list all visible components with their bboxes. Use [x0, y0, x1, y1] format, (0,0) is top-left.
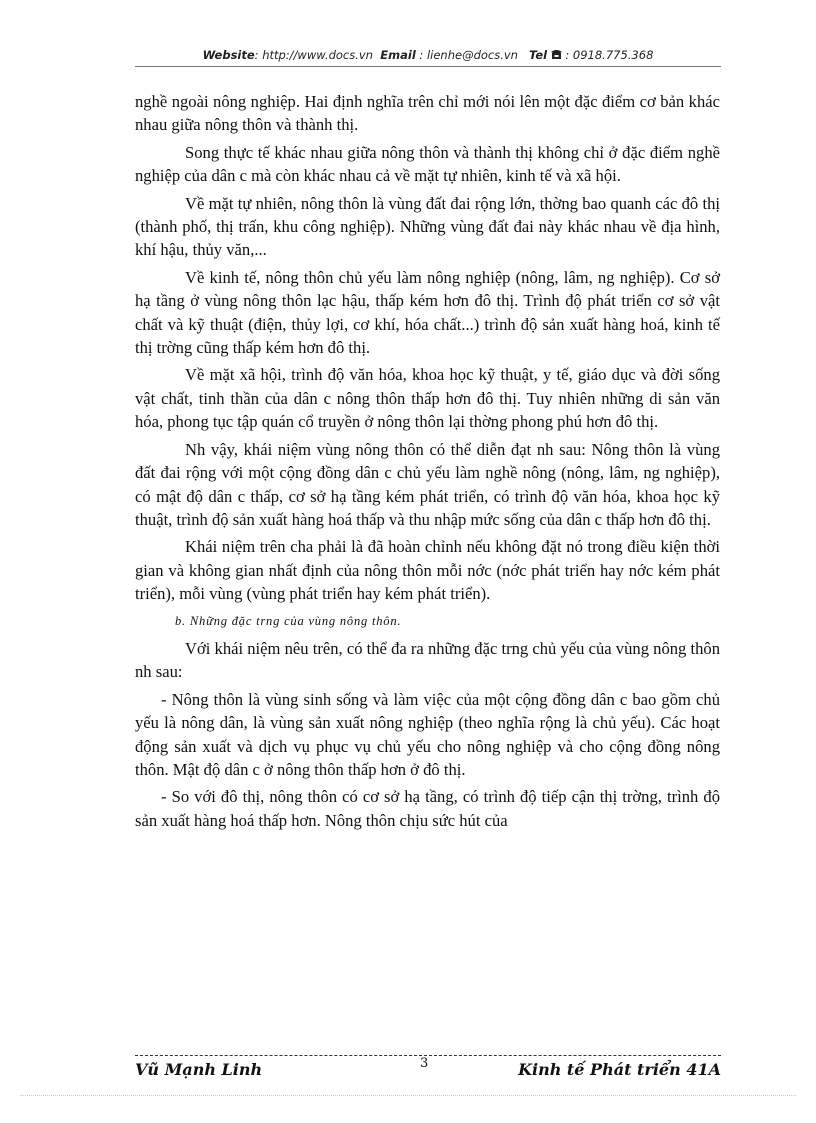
website-label: Website [202, 48, 255, 62]
header-rule [135, 66, 721, 67]
email-value[interactable]: : lienhe@docs.vn [419, 48, 518, 62]
email-label: Email [380, 48, 416, 62]
paragraph: nghề ngoài nông nghiệp. Hai định nghĩa trên chỉ mới nói lên một đặc điểm cơ bản khác nhau giữa nông thôn và thành thị. [135, 92, 720, 135]
paragraph: Với khái niệm nêu trên, có thể đa ra những đặc trng chủ yếu của vùng nông thôn nh sau: [135, 638, 720, 682]
paragraph: Về kinh tế, nông thôn chủ yếu làm nông nghiệp (nông, lâm, ng nghiệp). Cơ sở hạ tầng ở vùng nông thôn lạc hậu, thấp kém hơn đô thị. Trình độ phát triển cơ sở vật chất và kỹ thuật (điện, thủy lợi, cơ khí, hóa chất...) trình độ sản xuất hàng hoá, kinh tế thị trờng cũng thấp kém hơn đô thị. [135, 267, 720, 358]
document-body [135, 90, 720, 836]
website-value[interactable]: : http://www.docs.vn [254, 48, 373, 62]
paragraph: Về mặt tự nhiên, nông thôn là vùng đất đai rộng lớn, thờng bao quanh các đô thị (thành phố, thị trấn, khu công nghiệp). Những vùng đất đai này khác nhau về địa hình, khí hậu, thủy văn,... [135, 193, 720, 260]
section-subheading: b. Những đặc trng của vùng nông thôn. [175, 613, 402, 628]
paragraph: Nh vậy, khái niệm vùng nông thôn có thể diễn đạt nh sau: Nông thôn là vùng đất đai rộng với một cộng đồng dân c chủ yếu làm nghề nông (nông, lâm, ng nghiệp), có mật độ dân c thấp, cơ sở hạ tầng kém phát triển, có trình độ văn hóa, khoa học kỹ thuật, trình độ sản xuất hàng hoá thấp và thu nhập mức sống của dân c thấp hơn đô thị. [135, 439, 720, 529]
page-number: 3 [420, 1056, 429, 1071]
list-item: - So với đô thị, nông thôn có cơ sở hạ tầng, có trình độ tiếp cận thị trờng, trình độ sản xuất hàng hoá thấp hơn. Nông thôn chịu sức hút của [135, 787, 720, 830]
footer-author: Vũ Mạnh Linh [135, 1060, 263, 1079]
phone-icon [551, 48, 562, 62]
page-header [135, 48, 721, 62]
paragraph: Về mặt xã hội, trình độ văn hóa, khoa học kỹ thuật, y tế, giáo dục và đời sống vật chất, tinh thần của dân c nông thôn thấp hơn đô thị. Tuy nhiên những di sản văn hóa, phong tục tập quán cổ truyền ở nông thôn lại thờng phong phú hơn đô thị. [135, 365, 720, 432]
footer-course: Kinh tế Phát triển 41A [518, 1060, 721, 1079]
tel-label: Tel [528, 48, 548, 62]
page-footer [135, 1056, 721, 1084]
list-item: - Nông thôn là vùng sinh sống và làm việc của một cộng đồng dân c bao gồm chủ yếu là nông dân, là vùng sản xuất nông nghiệp (theo nghĩa rộng là chủ yếu). Các hoạt động sản xuất và dịch vụ phục vụ chủ yếu cho nông nghiệp và cho cộng đồng nông thôn. Mật độ dân c ở nông thôn thấp hơn ở đô thị. [135, 689, 720, 779]
tel-value: : 0918.775.368 [565, 48, 654, 62]
page-bottom-border [20, 1095, 796, 1096]
paragraph: Song thực tế khác nhau giữa nông thôn và thành thị không chỉ ở đặc điểm nghề nghiệp của dân c mà còn khác nhau cả về mặt tự nhiên, kinh tế và xã hội. [135, 142, 720, 186]
paragraph: Khái niệm trên cha phải là đã hoàn chỉnh nếu không đặt nó trong điều kiện thời gian và không gian nhất định của nông thôn mỗi nớc (nớc phát triển hay nớc kém phát triển), mỗi vùng (vùng phát triển hay kém phát triển). [135, 537, 720, 604]
